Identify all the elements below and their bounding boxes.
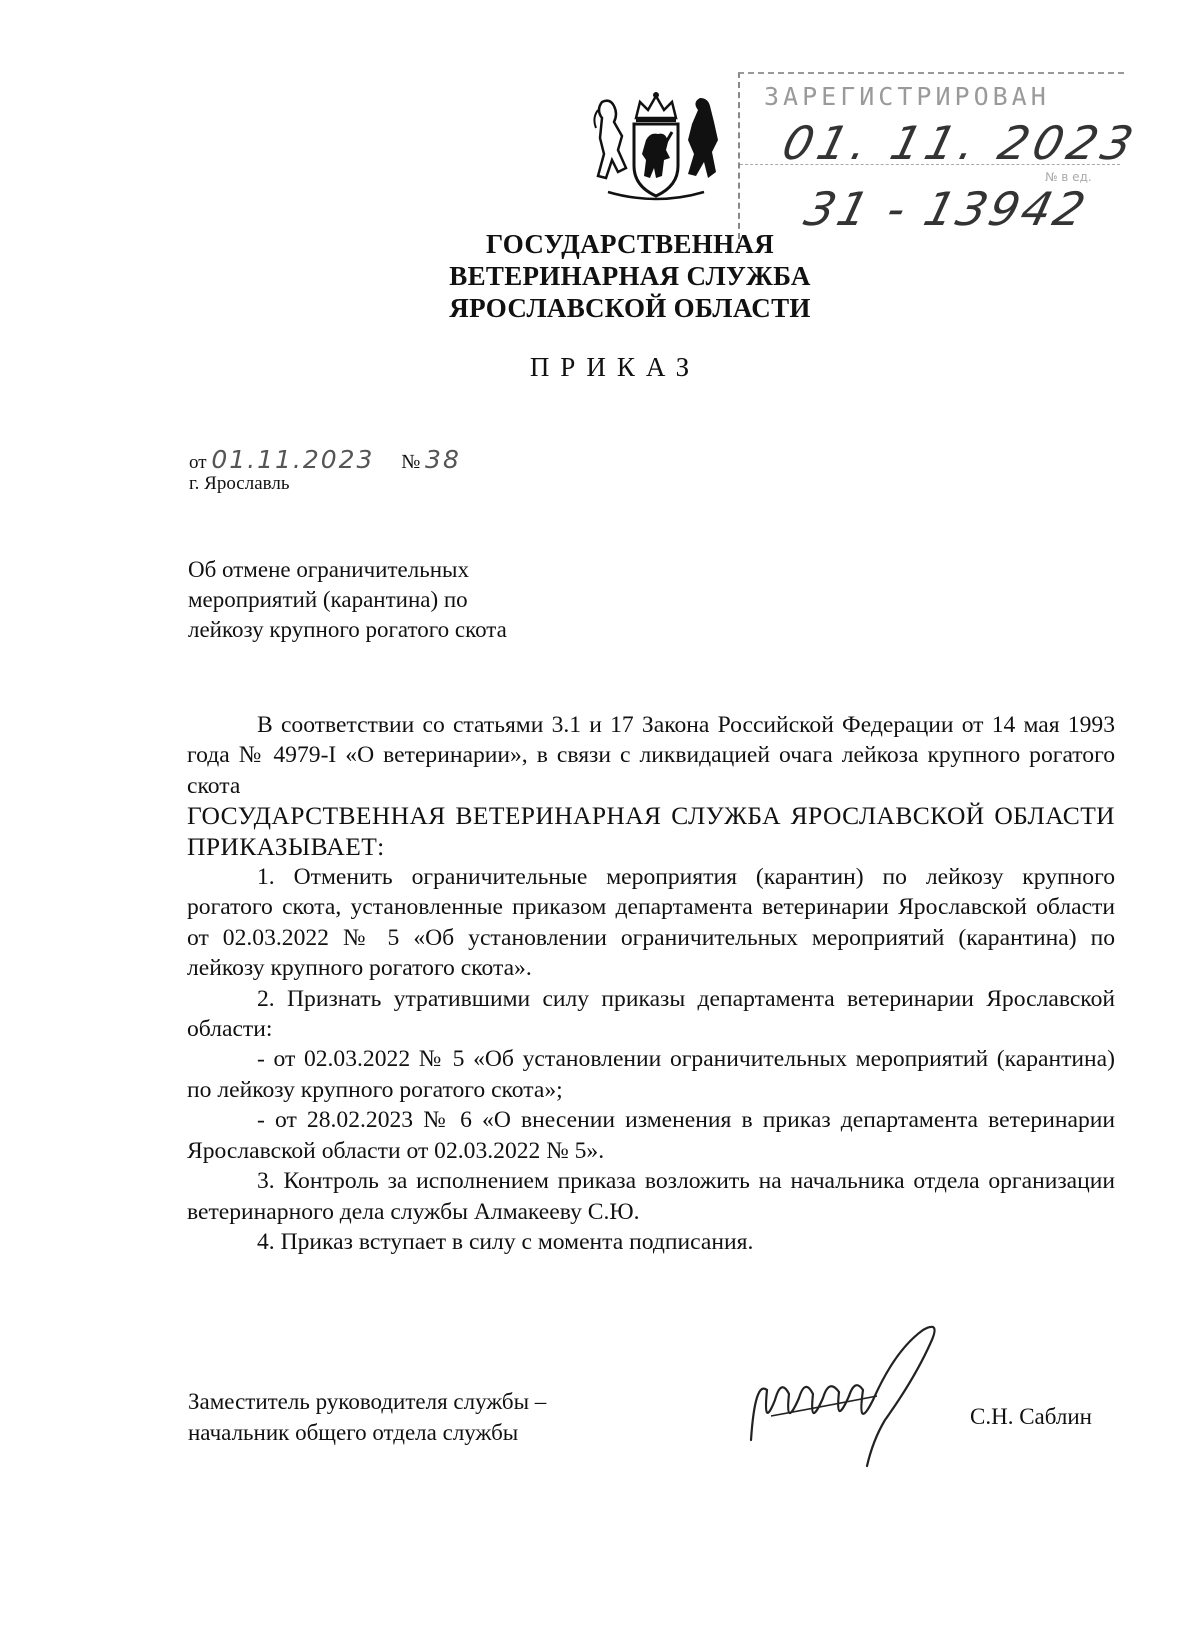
order-item-4: 4. Приказ вступает в силу с момента подписания.: [257, 1228, 754, 1255]
order-title: ПРИКАЗ: [529, 352, 701, 382]
order-body: [187, 710, 1115, 1257]
organization-name: [400, 228, 860, 324]
org-line-1: ГОСУДАРСТВЕННАЯ: [486, 229, 774, 259]
order-date-number: [189, 445, 461, 474]
subject-line-3: лейкозу крупного рогатого скота: [188, 617, 507, 642]
stamp-handwritten-number: 31 - 13942: [799, 182, 1094, 236]
org-line-3: ЯРОСЛАВСКОЙ ОБЛАСТИ: [449, 293, 811, 323]
order-city: г. Ярославль: [189, 473, 290, 494]
stamp-header: ЗАРЕГИСТРИРОВАН: [764, 82, 1050, 111]
order-date: 01.11.2023: [211, 445, 375, 474]
preamble-paragraph: В соответствии со статьями 3.1 и 17 Закона Российской Федерации от 14 мая 1993 года № 4979-I «О ветеринарии», в связи с ликвидацией очага лейкоза крупного рогатого скота: [187, 712, 1115, 799]
org-line-2: ВЕТЕРИНАРНАЯ СЛУЖБА: [449, 261, 811, 291]
signatory-name: С.Н. Саблин: [970, 1404, 1092, 1429]
order-item-2a: - от 02.03.2022 № 5 «Об установлении ограничительных мероприятий (карантина) по лейкозу крупного рогатого скота»;: [187, 1046, 1115, 1103]
stamp-divider: [740, 164, 1120, 165]
registration-stamp: [738, 72, 1144, 249]
order-subject: [188, 555, 668, 645]
subject-line-1: Об отмене ограничительных: [188, 557, 469, 582]
stamp-handwritten-date: 01. 11. 2023: [777, 116, 1144, 170]
order-item-1: 1. Отменить ограничительные мероприятия (карантин) по лейкозу крупного рогатого скота, установленные приказом департамента ветеринарии Ярославской области от 02.03.2022 № 5 «Об установлении ограничительных мероприятий (карантина) по лейкозу крупного рогатого скота».: [187, 864, 1115, 982]
signatory-title-line-2: начальник общего отдела службы: [188, 1420, 519, 1445]
order-item-2: 2. Признать утратившими силу приказы департамента ветеринарии Ярославской области:: [187, 985, 1115, 1043]
order-number: 38: [425, 445, 461, 474]
subject-line-2: мероприятий (карантина) по: [188, 587, 468, 612]
number-label: №: [401, 451, 421, 473]
orders-clause: ГОСУДАРСТВЕННАЯ ВЕТЕРИНАРНАЯ СЛУЖБА ЯРОСЛАВСКОЙ ОБЛАСТИ ПРИКАЗЫВАЕТ:: [187, 801, 1115, 861]
signatory-title-line-1: Заместитель руководителя службы –: [188, 1389, 547, 1414]
handwritten-signature: [745, 1320, 995, 1470]
order-item-3: 3. Контроль за исполнением приказа возложить на начальника отдела организации ветеринарного дела службы Алмакееву С.Ю.: [187, 1168, 1115, 1225]
from-label: от: [189, 452, 207, 473]
order-item-2b: - от 28.02.2023 № 6 «О внесении изменения в приказ департамента ветеринарии Ярославской области от 02.03.2022 № 5».: [187, 1107, 1115, 1164]
stamp-small-text: № в ед.: [1045, 170, 1092, 184]
coat-of-arms-emblem: [588, 88, 724, 206]
signatory-title: [188, 1386, 688, 1448]
